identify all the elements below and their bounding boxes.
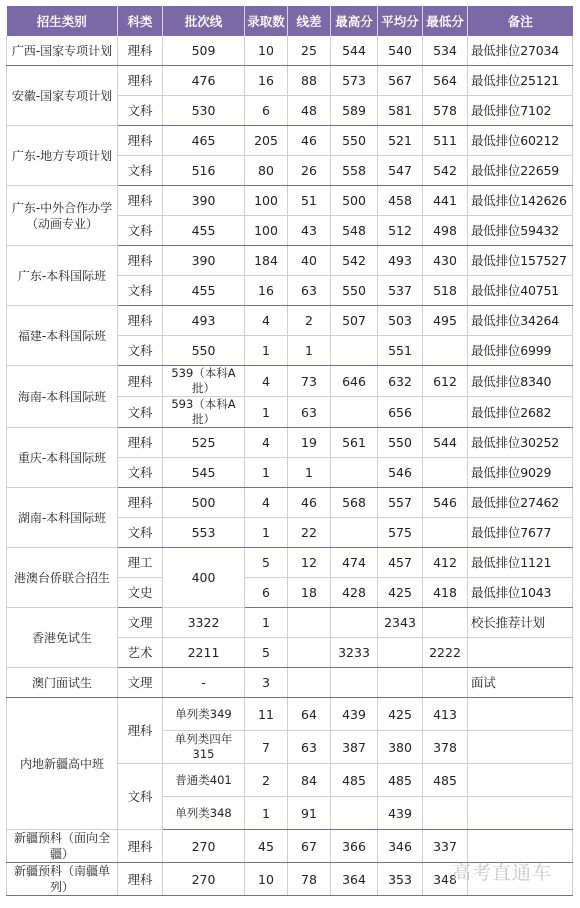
admitted-cell: 80: [245, 156, 288, 186]
note-cell: 面试: [468, 668, 573, 698]
min-score-cell: 612: [423, 366, 468, 397]
batch-line-cell: 525: [163, 428, 245, 458]
max-score-cell: 568: [331, 488, 378, 518]
admitted-cell: 205: [245, 126, 288, 156]
min-score-cell: 2222: [423, 638, 468, 668]
batch-line-cell: 553: [163, 518, 245, 548]
avg-score-cell: 567: [378, 66, 423, 96]
table-row: [7, 698, 573, 731]
note-cell: 最低排位40751: [468, 276, 573, 306]
subject-cell: 理科: [118, 306, 163, 336]
max-score-cell: 573: [331, 66, 378, 96]
min-score-cell: [423, 668, 468, 698]
table-row: [7, 306, 573, 336]
subject-cell: 文科: [118, 216, 163, 246]
admitted-cell: 16: [245, 66, 288, 96]
table-row: [7, 126, 573, 156]
batch-line-cell: 400: [163, 548, 245, 608]
min-score-cell: [423, 336, 468, 366]
line-diff-cell: 2: [288, 306, 331, 336]
avg-score-cell: 581: [378, 96, 423, 126]
avg-score-cell: 457: [378, 548, 423, 578]
max-score-cell: 366: [331, 830, 378, 863]
avg-score-cell: 551: [378, 336, 423, 366]
line-diff-cell: 67: [288, 830, 331, 863]
admitted-cell: 16: [245, 276, 288, 306]
line-diff-cell: 19: [288, 428, 331, 458]
min-score-cell: 441: [423, 186, 468, 216]
line-diff-cell: 73: [288, 366, 331, 397]
table-row: [7, 548, 573, 578]
avg-score-cell: 547: [378, 156, 423, 186]
min-score-cell: [423, 518, 468, 548]
category-cell: 重庆-本科国际班: [7, 428, 118, 488]
subject-cell: 理科: [118, 428, 163, 458]
line-diff-cell: 48: [288, 96, 331, 126]
batch-line-cell: 2211: [163, 638, 245, 668]
line-diff-cell: 78: [288, 863, 331, 896]
category-cell: 湖南-本科国际班: [7, 488, 118, 548]
subject-cell: 理科: [118, 366, 163, 397]
batch-line-cell: 493: [163, 306, 245, 336]
min-score-cell: 413: [423, 698, 468, 731]
max-score-cell: [331, 668, 378, 698]
admitted-cell: 100: [245, 186, 288, 216]
line-diff-cell: [288, 668, 331, 698]
avg-score-cell: 546: [378, 458, 423, 488]
table-row: [7, 186, 573, 216]
min-score-cell: 542: [423, 156, 468, 186]
avg-score-cell: 521: [378, 126, 423, 156]
admitted-cell: 6: [245, 578, 288, 608]
table-row: [7, 366, 573, 397]
avg-score-cell: 493: [378, 246, 423, 276]
min-score-cell: 546: [423, 488, 468, 518]
max-score-cell: 364: [331, 863, 378, 896]
max-score-cell: [331, 458, 378, 488]
table-header: [7, 6, 573, 36]
avg-score-cell: 540: [378, 36, 423, 66]
line-diff-cell: 40: [288, 246, 331, 276]
max-score-cell: [331, 797, 378, 830]
header-line-diff: 线差: [288, 6, 331, 36]
max-score-cell: [331, 518, 378, 548]
watermark-text: 高考直通车: [451, 862, 552, 884]
line-diff-cell: 91: [288, 797, 331, 830]
avg-score-cell: 557: [378, 488, 423, 518]
category-cell: 广东-本科国际班: [7, 246, 118, 306]
max-score-cell: 561: [331, 428, 378, 458]
table-row: [7, 66, 573, 96]
line-diff-cell: 26: [288, 156, 331, 186]
batch-line-cell: 593（本科A批）: [163, 397, 245, 428]
min-score-cell: 518: [423, 276, 468, 306]
admitted-cell: 4: [245, 366, 288, 397]
line-diff-cell: 25: [288, 36, 331, 66]
table-row: [7, 246, 573, 276]
batch-line-cell: 509: [163, 36, 245, 66]
admitted-cell: 10: [245, 36, 288, 66]
min-score-cell: 498: [423, 216, 468, 246]
max-score-cell: 428: [331, 578, 378, 608]
header-note: 备注: [468, 6, 573, 36]
header-subject: 科类: [118, 6, 163, 36]
min-score-cell: 430: [423, 246, 468, 276]
max-score-cell: [331, 397, 378, 428]
subject-cell: 文科: [118, 156, 163, 186]
avg-score-cell: 380: [378, 731, 423, 764]
max-score-cell: 550: [331, 126, 378, 156]
min-score-cell: 378: [423, 731, 468, 764]
note-cell: [468, 638, 573, 668]
admitted-cell: 5: [245, 548, 288, 578]
note-cell: [468, 764, 573, 797]
min-score-cell: [423, 797, 468, 830]
admitted-cell: 11: [245, 698, 288, 731]
header-max-score: 最高分: [331, 6, 378, 36]
admission-scores-table: [6, 6, 573, 896]
min-score-cell: 578: [423, 96, 468, 126]
subject-cell: 文科: [118, 336, 163, 366]
max-score-cell: 544: [331, 36, 378, 66]
note-cell: 最低排位6999: [468, 336, 573, 366]
line-diff-cell: [288, 608, 331, 638]
admitted-cell: 1: [245, 518, 288, 548]
header-avg-score: 平均分: [378, 6, 423, 36]
subject-cell: 理科: [118, 186, 163, 216]
subject-cell: 理科: [118, 863, 163, 896]
avg-score-cell: 425: [378, 698, 423, 731]
min-score-cell: [423, 458, 468, 488]
min-score-cell: 412: [423, 548, 468, 578]
batch-line-cell: 单列类349: [163, 698, 245, 731]
max-score-cell: 387: [331, 731, 378, 764]
admitted-cell: 1: [245, 458, 288, 488]
max-score-cell: 589: [331, 96, 378, 126]
avg-score-cell: 346: [378, 830, 423, 863]
subject-cell: 理科: [118, 36, 163, 66]
note-cell: 最低排位7102: [468, 96, 573, 126]
avg-score-cell: 458: [378, 186, 423, 216]
avg-score-cell: 439: [378, 797, 423, 830]
max-score-cell: 548: [331, 216, 378, 246]
subject-cell: 文科: [118, 764, 163, 830]
note-cell: 最低排位9029: [468, 458, 573, 488]
batch-line-cell: 539（本科A批）: [163, 366, 245, 397]
admitted-cell: 6: [245, 96, 288, 126]
subject-cell: 文科: [118, 276, 163, 306]
max-score-cell: [331, 336, 378, 366]
admitted-cell: 184: [245, 246, 288, 276]
category-cell: 广东-地方专项计划: [7, 126, 118, 186]
batch-line-cell: 270: [163, 830, 245, 863]
line-diff-cell: 12: [288, 548, 331, 578]
min-score-cell: 544: [423, 428, 468, 458]
line-diff-cell: 46: [288, 488, 331, 518]
max-score-cell: 474: [331, 548, 378, 578]
max-score-cell: 550: [331, 276, 378, 306]
admitted-cell: 5: [245, 638, 288, 668]
header-min-score: 最低分: [423, 6, 468, 36]
admitted-cell: 1: [245, 397, 288, 428]
admitted-cell: 4: [245, 488, 288, 518]
batch-line-cell: 390: [163, 186, 245, 216]
category-cell: 港澳台侨联合招生: [7, 548, 118, 608]
max-score-cell: 439: [331, 698, 378, 731]
min-score-cell: 495: [423, 306, 468, 336]
line-diff-cell: 84: [288, 764, 331, 797]
avg-score-cell: 512: [378, 216, 423, 246]
line-diff-cell: 64: [288, 698, 331, 731]
subject-cell: 理科: [118, 246, 163, 276]
avg-score-cell: 425: [378, 578, 423, 608]
admitted-cell: 10: [245, 863, 288, 896]
max-score-cell: 558: [331, 156, 378, 186]
avg-score-cell: 632: [378, 366, 423, 397]
min-score-cell: [423, 397, 468, 428]
max-score-cell: 500: [331, 186, 378, 216]
note-cell: [468, 731, 573, 764]
avg-score-cell: 537: [378, 276, 423, 306]
batch-line-cell: 465: [163, 126, 245, 156]
line-diff-cell: 63: [288, 397, 331, 428]
avg-score-cell: 2343: [378, 608, 423, 638]
min-score-cell: 511: [423, 126, 468, 156]
batch-line-cell: -: [163, 668, 245, 698]
max-score-cell: 3233: [331, 638, 378, 668]
note-cell: 最低排位22659: [468, 156, 573, 186]
note-cell: 最低排位59432: [468, 216, 573, 246]
line-diff-cell: 22: [288, 518, 331, 548]
batch-line-cell: 3322: [163, 608, 245, 638]
note-cell: 最低排位7677: [468, 518, 573, 548]
line-diff-cell: 1: [288, 458, 331, 488]
batch-line-cell: 270: [163, 863, 245, 896]
note-cell: 最低排位34264: [468, 306, 573, 336]
max-score-cell: 646: [331, 366, 378, 397]
subject-cell: 文科: [118, 518, 163, 548]
min-score-cell: 337: [423, 830, 468, 863]
max-score-cell: 542: [331, 246, 378, 276]
min-score-cell: 418: [423, 578, 468, 608]
batch-line-cell: 516: [163, 156, 245, 186]
category-cell: 海南-本科国际班: [7, 366, 118, 428]
subject-cell: 理科: [118, 126, 163, 156]
category-cell: 澳门面试生: [7, 668, 118, 698]
line-diff-cell: [288, 638, 331, 668]
category-cell: 新疆预科（面向全疆）: [7, 830, 118, 863]
category-cell: 广东-中外合作办学（动画专业）: [7, 186, 118, 246]
line-diff-cell: 46: [288, 126, 331, 156]
batch-line-cell: 545: [163, 458, 245, 488]
header-batch-line: 批次线: [163, 6, 245, 36]
admitted-cell: 4: [245, 306, 288, 336]
max-score-cell: [331, 608, 378, 638]
subject-cell: 文理: [118, 668, 163, 698]
table-row: [7, 428, 573, 458]
table-row: [7, 36, 573, 66]
min-score-cell: 348: [423, 863, 468, 896]
admitted-cell: 2: [245, 764, 288, 797]
note-cell: [468, 797, 573, 830]
batch-line-cell: 单列类348: [163, 797, 245, 830]
max-score-cell: 507: [331, 306, 378, 336]
min-score-cell: 534: [423, 36, 468, 66]
batch-line-cell: 单列类四年315: [163, 731, 245, 764]
batch-line-cell: 390: [163, 246, 245, 276]
subject-cell: 文科: [118, 96, 163, 126]
min-score-cell: 564: [423, 66, 468, 96]
note-cell: [468, 698, 573, 731]
subject-cell: 理科: [118, 698, 163, 764]
avg-score-cell: [378, 668, 423, 698]
subject-cell: 文理: [118, 608, 163, 638]
admitted-cell: 100: [245, 216, 288, 246]
category-cell: 内地新疆高中班: [7, 698, 118, 830]
line-diff-cell: 18: [288, 578, 331, 608]
subject-cell: 理科: [118, 830, 163, 863]
note-cell: 最低排位27462: [468, 488, 573, 518]
batch-line-cell: 476: [163, 66, 245, 96]
category-cell: 新疆预科（南疆单列）: [7, 863, 118, 896]
subject-cell: 理工: [118, 548, 163, 578]
avg-score-cell: [378, 638, 423, 668]
subject-cell: 文史: [118, 578, 163, 608]
line-diff-cell: 43: [288, 216, 331, 246]
subject-cell: 文科: [118, 458, 163, 488]
header-row: [7, 6, 573, 36]
admitted-cell: 7: [245, 731, 288, 764]
admitted-cell: 1: [245, 608, 288, 638]
header-admitted: 录取数: [245, 6, 288, 36]
note-cell: 最低排位157527: [468, 246, 573, 276]
admitted-cell: 4: [245, 428, 288, 458]
avg-score-cell: 656: [378, 397, 423, 428]
admission-scores-table-wrapper: [6, 6, 572, 896]
admitted-cell: 3: [245, 668, 288, 698]
avg-score-cell: 485: [378, 764, 423, 797]
note-cell: 最低排位60212: [468, 126, 573, 156]
batch-line-cell: 550: [163, 336, 245, 366]
line-diff-cell: 1: [288, 336, 331, 366]
admitted-cell: 1: [245, 336, 288, 366]
line-diff-cell: 51: [288, 186, 331, 216]
category-cell: 广西-国家专项计划: [7, 36, 118, 66]
table-row: [7, 668, 573, 698]
category-cell: 安徽-国家专项计划: [7, 66, 118, 126]
min-score-cell: [423, 608, 468, 638]
admitted-cell: 1: [245, 797, 288, 830]
table-row: [7, 488, 573, 518]
note-cell: 最低排位8340: [468, 366, 573, 397]
note-cell: 最低排位27034: [468, 36, 573, 66]
subject-cell: 艺术: [118, 638, 163, 668]
note-cell: 校长推荐计划: [468, 608, 573, 638]
min-score-cell: 485: [423, 764, 468, 797]
note-cell: 最低排位1121: [468, 548, 573, 578]
max-score-cell: 485: [331, 764, 378, 797]
header-category: 招生类别: [7, 6, 118, 36]
batch-line-cell: 500: [163, 488, 245, 518]
category-cell: 福建-本科国际班: [7, 306, 118, 366]
batch-line-cell: 455: [163, 276, 245, 306]
subject-cell: 文科: [118, 397, 163, 428]
subject-cell: 理科: [118, 66, 163, 96]
line-diff-cell: 63: [288, 276, 331, 306]
subject-cell: 理科: [118, 488, 163, 518]
note-cell: 最低排位2682: [468, 397, 573, 428]
batch-line-cell: 530: [163, 96, 245, 126]
note-cell: 最低排位30252: [468, 428, 573, 458]
batch-line-cell: 普通类401: [163, 764, 245, 797]
table-row: [7, 608, 573, 638]
note-cell: 最低排位1043: [468, 578, 573, 608]
batch-line-cell: 455: [163, 216, 245, 246]
avg-score-cell: 550: [378, 428, 423, 458]
note-cell: 最低排位142626: [468, 186, 573, 216]
table-body: [7, 36, 573, 896]
admitted-cell: 45: [245, 830, 288, 863]
avg-score-cell: 503: [378, 306, 423, 336]
line-diff-cell: 88: [288, 66, 331, 96]
line-diff-cell: 63: [288, 731, 331, 764]
note-cell: 最低排位25121: [468, 66, 573, 96]
avg-score-cell: 353: [378, 863, 423, 896]
category-cell: 香港免试生: [7, 608, 118, 668]
avg-score-cell: 575: [378, 518, 423, 548]
